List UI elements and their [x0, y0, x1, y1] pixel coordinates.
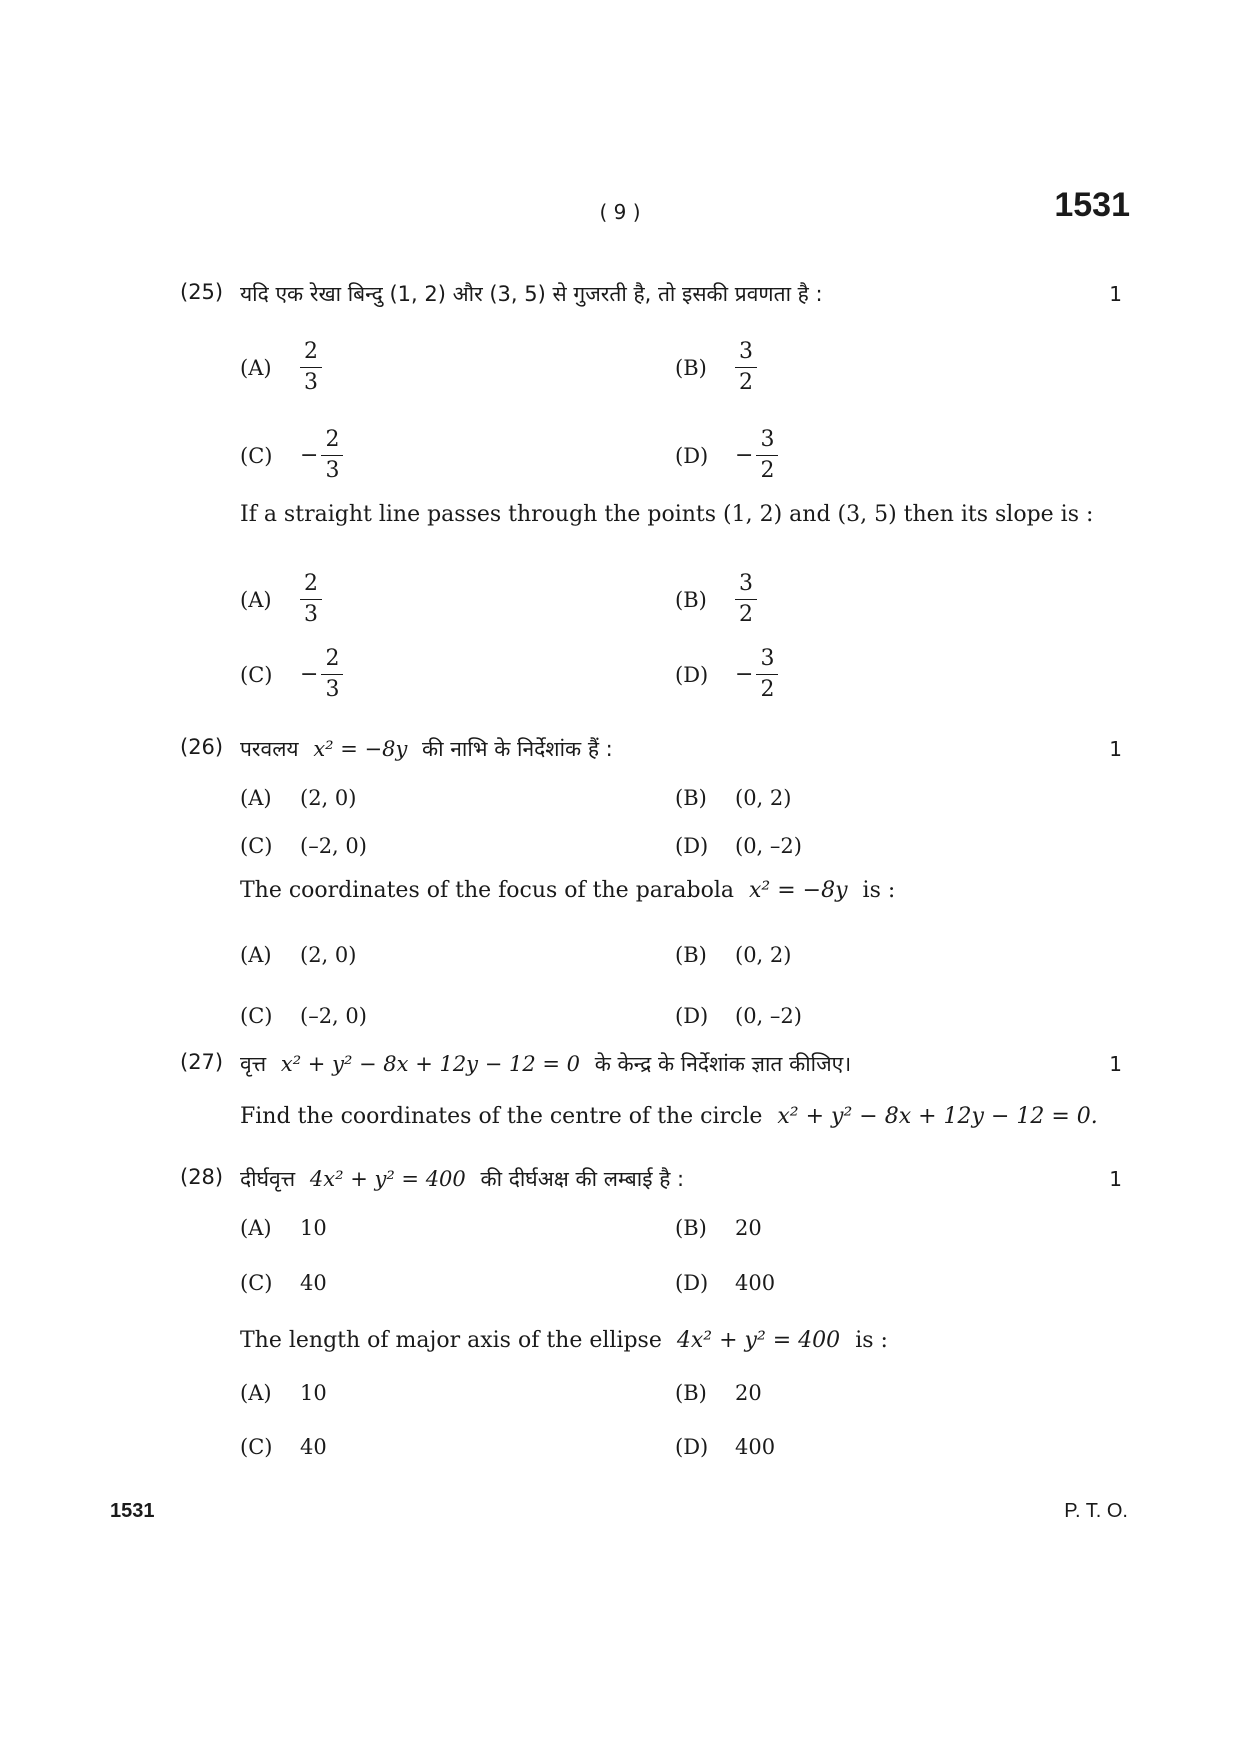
q28-hi-option-a: [240, 1216, 327, 1240]
q25-en-option-d: [675, 647, 778, 702]
q27-english-pre: Find the coordinates of the centre of the circle: [240, 1104, 763, 1129]
option-value: 10: [300, 1216, 327, 1240]
option-value: 20: [735, 1381, 762, 1405]
option-value: 20: [735, 1216, 762, 1240]
q28-hindi-pre: दीर्घवृत्त: [240, 1167, 296, 1191]
option-label: (A): [240, 943, 272, 967]
q27-marks: 1: [1109, 1052, 1122, 1076]
page-number: ( 9 ): [599, 200, 641, 224]
q26-marks: 1: [1109, 737, 1122, 761]
paper-code-footer: 1531: [110, 1500, 155, 1522]
denominator: 3: [325, 677, 340, 702]
q26-hi-option-b: [675, 786, 791, 810]
option-value: 400: [735, 1271, 776, 1295]
option-label: (C): [240, 443, 273, 468]
q28-english-text: [240, 1326, 1135, 1356]
q27-number: (27): [180, 1050, 224, 1074]
option-label: (C): [240, 1004, 273, 1028]
q25-hi-option-d: [675, 428, 778, 483]
option-value: (0, 2): [735, 786, 792, 810]
q26-hi-option-a: [240, 786, 356, 810]
option-value: (2, 0): [300, 786, 357, 810]
denominator: 3: [325, 458, 340, 483]
q26-en-option-d: [675, 1004, 802, 1028]
denominator: 2: [760, 677, 775, 702]
option-value: (0, –2): [735, 1004, 802, 1028]
q26-equation: x² = −8y: [313, 737, 408, 761]
q27-equation: x² + y² − 8x + 12y − 12 = 0: [280, 1052, 581, 1076]
q28-hi-option-d: [675, 1271, 775, 1295]
option-label: (C): [240, 1271, 273, 1295]
option-label: (D): [675, 443, 709, 468]
option-value: 40: [300, 1271, 327, 1295]
please-turn-over: P. T. O.: [1064, 1500, 1128, 1522]
q25-en-option-b: [675, 572, 757, 627]
q26-en-option-c: [240, 1004, 367, 1028]
fraction: [735, 340, 757, 395]
option-label: (B): [675, 1216, 707, 1240]
fraction: [321, 647, 343, 702]
fraction: [735, 572, 757, 627]
q26-en-option-a: [240, 943, 356, 967]
q25-en-option-c: [240, 647, 343, 702]
option-label: (B): [675, 587, 707, 612]
numerator: 2: [321, 428, 343, 456]
denominator: 3: [304, 602, 318, 627]
option-value: 10: [300, 1381, 327, 1405]
q27-english-equation: x² + y² − 8x + 12y − 12 = 0.: [777, 1104, 1098, 1129]
q28-english-post: is :: [855, 1328, 888, 1353]
q25-marks: 1: [1109, 282, 1122, 306]
option-value: 400: [735, 1435, 776, 1459]
option-label: (A): [240, 786, 272, 810]
q25-number: (25): [180, 280, 224, 304]
q28-en-option-a: [240, 1381, 327, 1405]
q27-english-text: [240, 1102, 1135, 1132]
q26-english-text: [240, 876, 1135, 906]
q27-hindi-text: [240, 1050, 1100, 1078]
q28-english-pre: The length of major axis of the ellipse: [240, 1328, 662, 1353]
option-label: (B): [675, 355, 707, 380]
q26-english-post: is :: [862, 878, 896, 903]
option-value: (0, –2): [735, 834, 802, 858]
option-label: (C): [240, 834, 273, 858]
q27-hindi-post: के केन्द्र के निर्देशांक ज्ञात कीजिए।: [594, 1052, 852, 1076]
minus-sign: −: [300, 662, 319, 687]
q25-english-text: If a straight line passes through the points (1, 2) and (3, 5) then its slope is :: [240, 502, 1094, 527]
q28-hi-option-b: [675, 1216, 762, 1240]
option-label: (D): [675, 834, 709, 858]
option-label: (C): [240, 662, 273, 687]
option-label: (A): [240, 1381, 272, 1405]
denominator: 2: [739, 370, 753, 395]
denominator: 3: [304, 370, 318, 395]
fraction: [300, 572, 322, 627]
q28-en-option-d: [675, 1435, 775, 1459]
denominator: 2: [739, 602, 753, 627]
numerator: 2: [300, 340, 322, 368]
minus-sign: −: [300, 443, 319, 468]
q27-hindi-pre: वृत्त: [240, 1052, 267, 1076]
q25-en-option-a: [240, 572, 322, 627]
option-label: (D): [675, 1004, 709, 1028]
option-label: (D): [675, 662, 709, 687]
option-label: (A): [240, 1216, 272, 1240]
denominator: 2: [760, 458, 775, 483]
numerator: 2: [321, 647, 343, 675]
fraction: [300, 340, 322, 395]
q25-hi-option-c: [240, 428, 343, 483]
numerator: 3: [735, 572, 757, 600]
option-label: (C): [240, 1435, 273, 1459]
q25-hi-option-a: [240, 340, 322, 395]
q26-en-option-b: [675, 943, 791, 967]
option-label: (A): [240, 587, 272, 612]
paper-code-header: 1531: [1054, 186, 1130, 224]
q25-hindi-text: यदि एक रेखा बिन्दु (1, 2) और (3, 5) से गुजरती है, तो इसकी प्रवणता है :: [240, 282, 823, 306]
option-value: (–2, 0): [300, 1004, 367, 1028]
option-value: (–2, 0): [300, 834, 367, 858]
q28-equation: 4x² + y² = 400: [309, 1167, 466, 1191]
q28-marks: 1: [1109, 1167, 1122, 1191]
numerator: 3: [756, 647, 778, 675]
q26-hindi-text: [240, 735, 1100, 763]
option-label: (D): [675, 1435, 709, 1459]
option-value: 40: [300, 1435, 327, 1459]
option-label: (B): [675, 786, 707, 810]
fraction: [321, 428, 343, 483]
option-value: (0, 2): [735, 943, 792, 967]
option-label: (A): [240, 355, 272, 380]
fraction: [756, 428, 778, 483]
option-label: (B): [675, 943, 707, 967]
q26-english-equation: x² = −8y: [749, 878, 848, 903]
q28-hi-option-c: [240, 1271, 327, 1295]
numerator: 3: [756, 428, 778, 456]
q28-en-option-b: [675, 1381, 762, 1405]
q26-hi-option-d: [675, 834, 802, 858]
q26-hindi-pre: परवलय: [240, 737, 299, 761]
q28-english-equation: 4x² + y² = 400: [676, 1328, 841, 1353]
minus-sign: −: [735, 443, 754, 468]
q28-hindi-text: [240, 1165, 1100, 1193]
option-label: (D): [675, 1271, 709, 1295]
option-label: (B): [675, 1381, 707, 1405]
numerator: 3: [735, 340, 757, 368]
q28-hindi-post: की दीर्घअक्ष की लम्बाई है :: [480, 1167, 685, 1191]
q25-hi-option-b: [675, 340, 757, 395]
q26-hindi-post: की नाभि के निर्देशांक हैं :: [422, 737, 613, 761]
q28-number: (28): [180, 1165, 224, 1189]
q26-hi-option-c: [240, 834, 367, 858]
numerator: 2: [300, 572, 322, 600]
q26-english-pre: The coordinates of the focus of the parabola: [240, 878, 735, 903]
minus-sign: −: [735, 662, 754, 687]
q28-en-option-c: [240, 1435, 327, 1459]
q26-number: (26): [180, 735, 224, 759]
option-value: (2, 0): [300, 943, 357, 967]
fraction: [756, 647, 778, 702]
